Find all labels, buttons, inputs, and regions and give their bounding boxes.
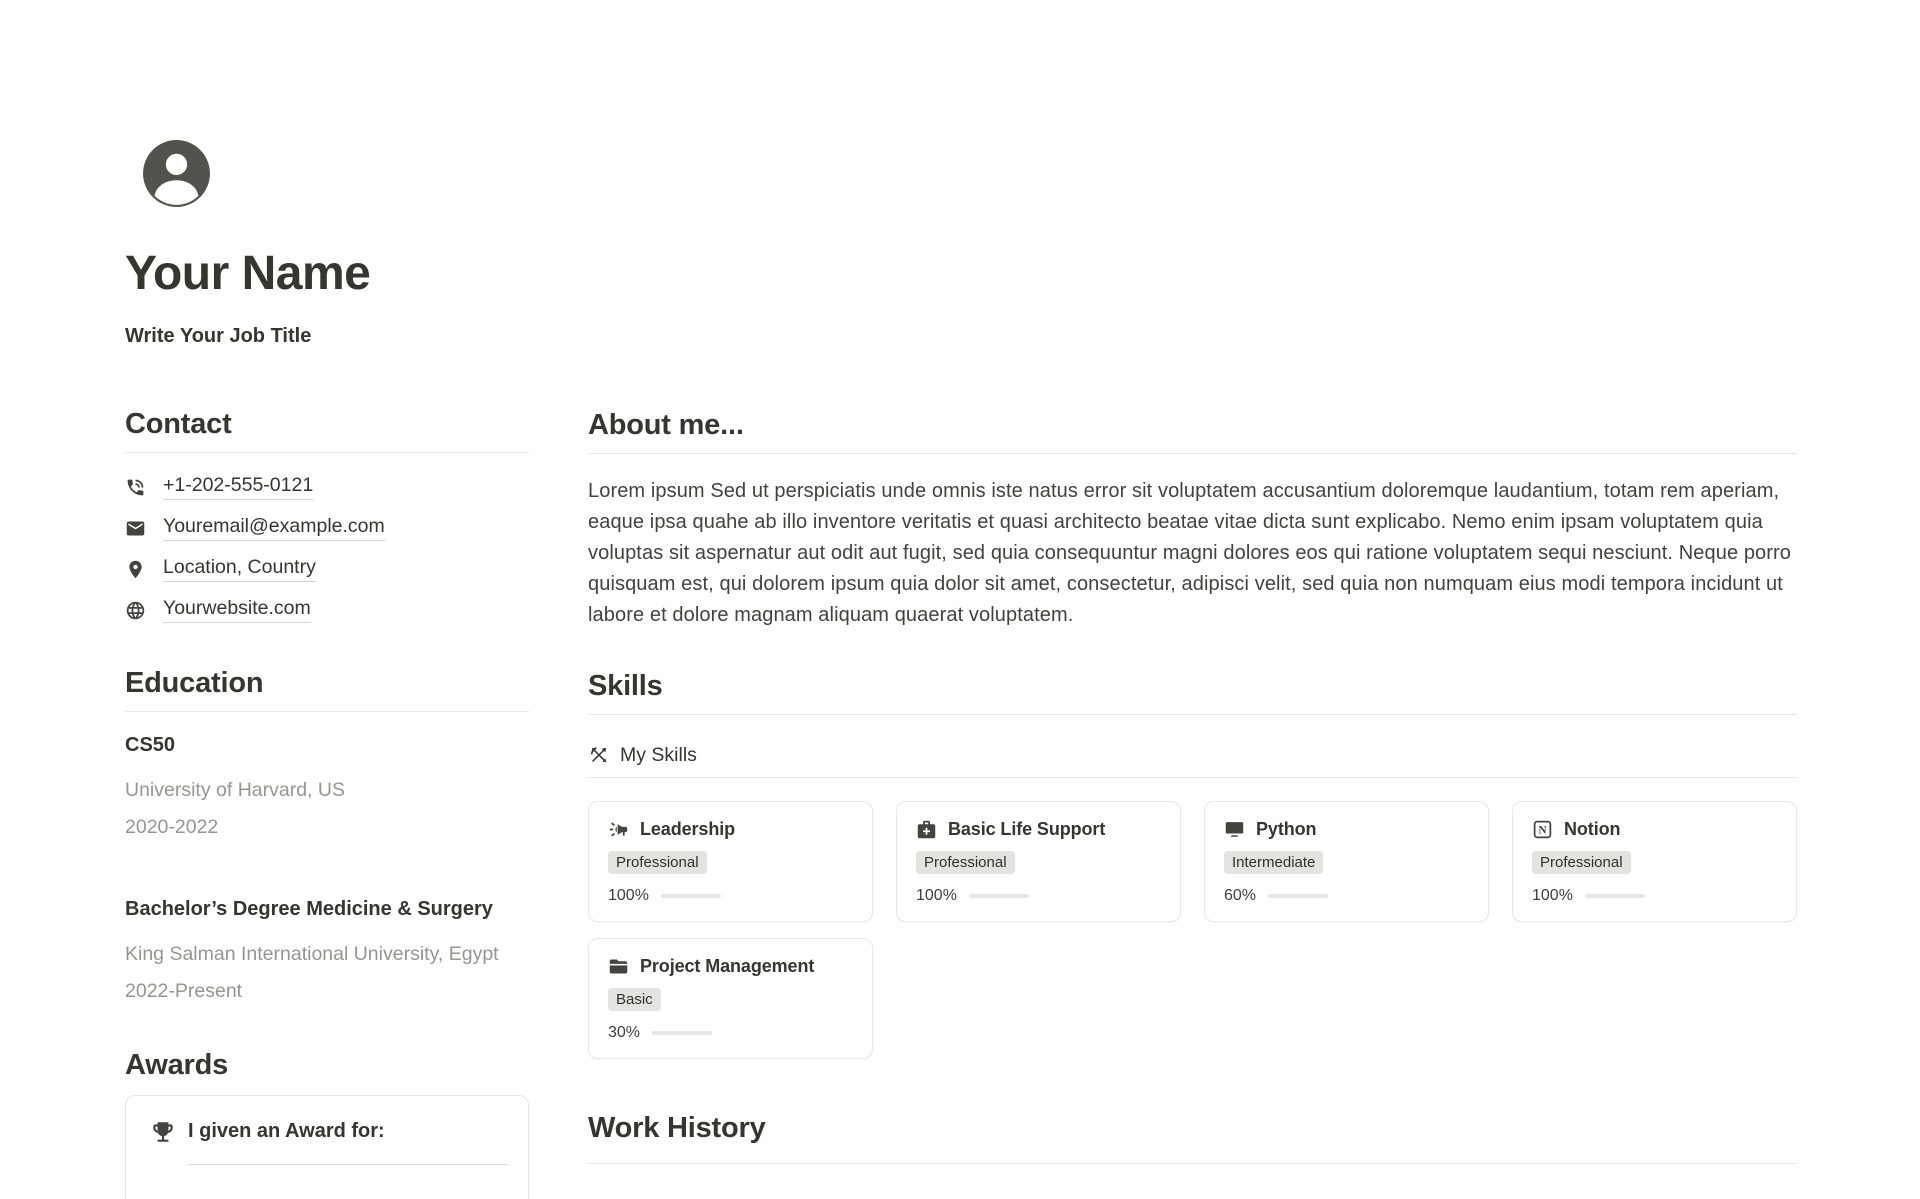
contact-list [125,475,529,623]
divider [588,1163,1797,1164]
progress-bar [652,1031,712,1035]
education-years: 2022-Present [125,979,243,1002]
skill-card-basic-life-support[interactable] [896,801,1181,922]
email-link[interactable]: Youremail@example.com [163,515,385,541]
avatar[interactable] [140,137,213,210]
first-aid-kit-icon [916,819,937,840]
skill-name: Python [1256,819,1317,839]
progress-bar [969,894,1029,898]
divider [588,714,1797,715]
progress-bar [1585,894,1645,898]
skills-heading: Skills [588,670,663,702]
about-heading: About me... [588,409,744,441]
education-school: King Salman International University, Egypt [125,942,499,965]
contact-heading: Contact [125,407,232,440]
divider [125,452,529,453]
skill-percent: 100% [916,887,957,904]
phone-icon [125,477,146,498]
skills-gallery [588,801,1797,1059]
phone-link[interactable]: +1-202-555-0121 [163,474,313,500]
desktop-icon [1224,819,1245,840]
skill-card-leadership[interactable] [588,801,873,922]
left-column [125,0,529,1199]
contact-row-website [125,598,529,623]
divider [588,777,1797,778]
folder-icon [608,956,629,977]
email-icon [125,518,146,539]
job-title: Write Your Job Title [125,324,312,347]
award-text: I given an Award for: [188,1120,385,1143]
skill-level-tag: Basic [608,988,661,1011]
education-years: 2020-2022 [125,815,219,838]
education-school: University of Harvard, US [125,778,345,801]
skills-database-view-title[interactable] [588,742,697,768]
divider [125,711,529,712]
skill-level-tag: Professional [916,851,1015,874]
skill-level-tag: Professional [608,851,707,874]
work-history-heading: Work History [588,1112,766,1144]
education-degree: CS50 [125,733,176,756]
person-icon [140,137,213,210]
globe-icon [125,600,146,621]
notion-logo-icon [1532,819,1553,840]
about-paragraph: Lorem ipsum Sed ut perspiciatis unde omnis iste natus error sit voluptatem accusantium doloremque laudantium, totam rem aperiam, eaque ipsa quahe ab illo inventore veritatis et quasi architecto beatae vitae dicta sunt explicabo. Nemo enim ipsam voluptatem quia voluptas sit aspernatur aut odit aut fugit, sed quia consequuntur magni dolores eos qui ratione voluptatem sequi nesciunt. Neque porro quisquam est, qui dolorem ipsum quia dolor sit amet, consectetur, adipisci velit, sed quia non numquam eius modi tempora incidunt ut labore et dolore magnam aliquam quaerat voluptatem. [588,480,1792,626]
contact-row-location [125,557,529,582]
divider [588,453,1797,454]
awards-heading: Awards [125,1048,229,1081]
contact-row-email [125,516,529,541]
contact-row-phone [125,475,529,500]
skill-percent: 100% [1532,887,1573,904]
skill-name: Basic Life Support [948,819,1106,839]
skill-percent: 30% [608,1024,641,1041]
skill-name: Leadership [640,819,736,839]
skill-name: Project Management [640,956,815,976]
skill-card-notion[interactable] [1512,801,1797,922]
page-title: Your Name [125,247,371,300]
skill-percent: 100% [608,887,649,904]
skill-level-tag: Intermediate [1224,851,1323,874]
skill-card-python[interactable] [1204,801,1489,922]
website-link[interactable]: Yourwebsite.com [163,597,311,623]
skill-card-project-management[interactable] [588,938,873,1059]
location-icon [125,559,146,580]
location-link[interactable]: Location, Country [163,556,316,582]
award-row [150,1119,504,1145]
award-card [125,1095,529,1199]
megaphone-icon [608,819,629,840]
skill-percent: 60% [1224,887,1257,904]
progress-bar [1268,894,1328,898]
svg-text:N: N [1538,824,1547,837]
bow-and-arrow-icon [588,744,610,766]
view-title-label: My Skills [620,743,697,766]
education-degree: Bachelor’s Degree Medicine & Surgery [125,897,493,920]
skill-name: Notion [1564,819,1621,839]
progress-bar [661,894,721,898]
education-heading: Education [125,666,264,699]
right-column [588,0,1797,1199]
skill-level-tag: Professional [1532,851,1631,874]
award-blank-line [188,1164,508,1165]
education-entry [125,733,529,840]
education-entry [125,897,529,1004]
trophy-icon [150,1119,176,1145]
